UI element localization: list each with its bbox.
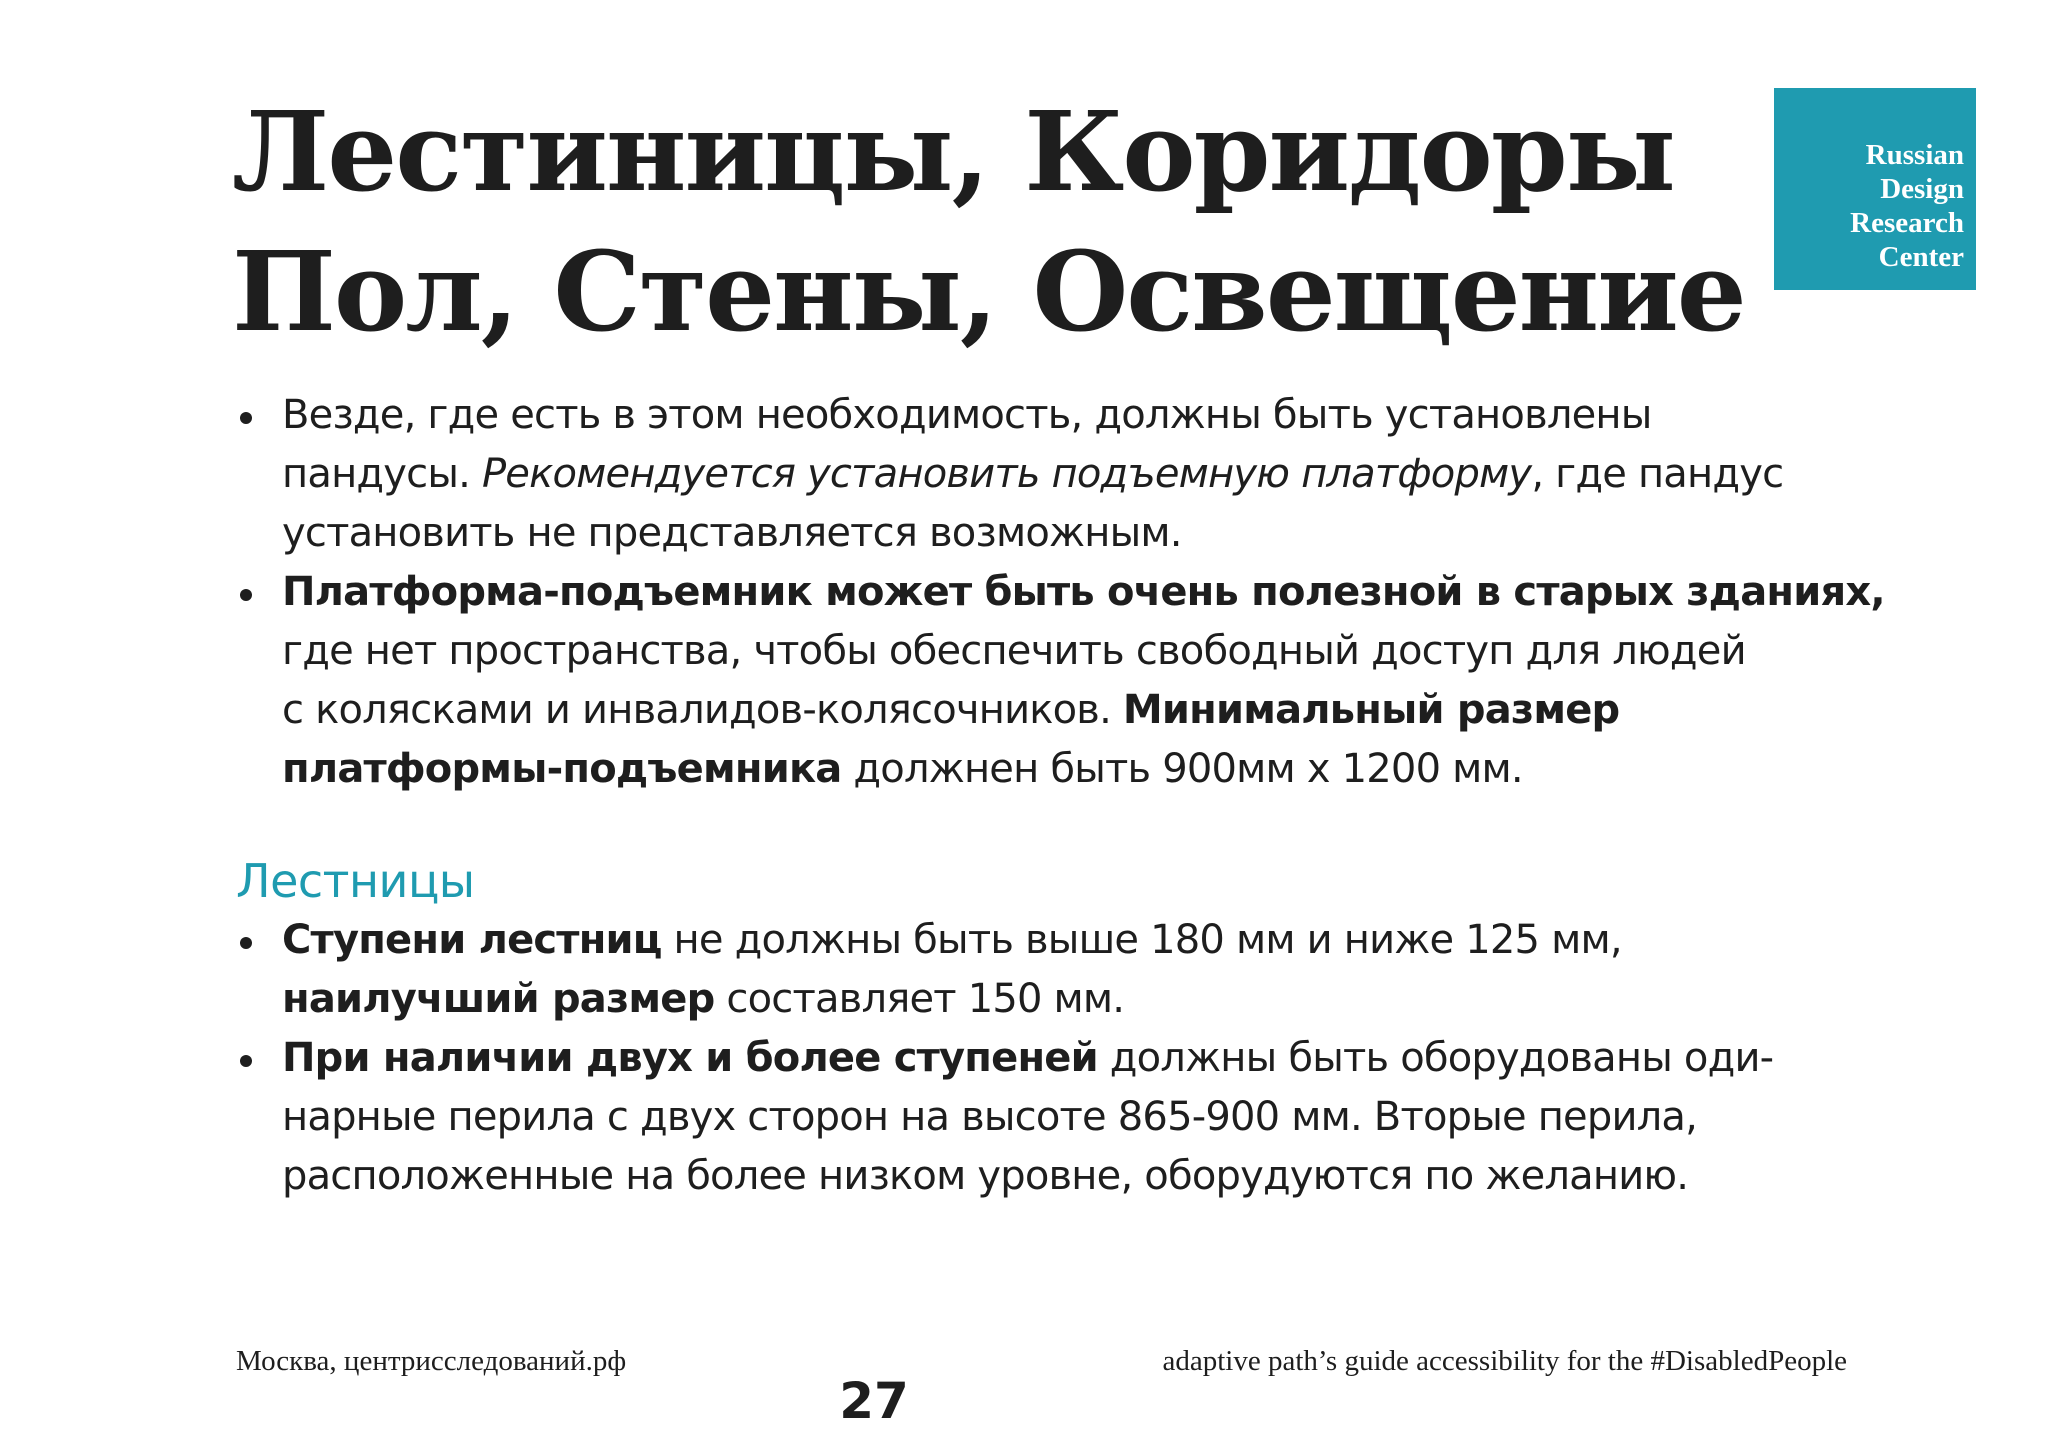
bullet-platform-line-3 (282, 681, 1856, 740)
main-content (236, 386, 1885, 1206)
logo-line-4: Center (1878, 241, 1964, 273)
steps-bold: Ступени лестниц (282, 917, 662, 963)
page-title-line-1: Лестиницы, Коридоры (232, 87, 1675, 216)
page-number: 27 (839, 1372, 909, 1430)
stairs-bullet-list (236, 911, 1856, 1206)
bullet-steps-line-1 (282, 911, 1856, 970)
ramps-text: пандусы. (282, 451, 482, 497)
bullet-ramps-line-2 (282, 445, 1856, 504)
page-title-line-2: Пол, Стены, Освещение (232, 227, 1745, 356)
wheelchair-text: с колясками и инвалидов-колясочников. (282, 687, 1123, 733)
bullet-steps-line-2 (282, 970, 1856, 1029)
bullet-ramps (236, 386, 1856, 563)
page-title (232, 82, 1745, 362)
lift-recommendation-italic: Рекомендуется установить подъемную платформу (481, 451, 1532, 497)
bullet-platform-line-4 (282, 740, 1856, 799)
best-size-text: составляет 150 мм. (714, 976, 1125, 1022)
platform-size-text: должнен быть 900мм х 1200 мм. (841, 746, 1523, 792)
logo-line-2: Design (1880, 173, 1964, 205)
stairs-heading: Лестницы (236, 854, 475, 908)
platform-lift-bold: Платформа-подъемник может быть очень полезной в старых зданиях, (282, 569, 1885, 615)
rdrc-logo (1774, 88, 1976, 290)
two-steps-bold: При наличии двух и более ступеней (282, 1035, 1098, 1081)
min-size-bold: Минимальный размер (1122, 687, 1620, 733)
bullet-platform-line-1 (282, 563, 1885, 622)
bullet-handrails-line-3: расположенные на более низком уровне, оборудуются по желанию. (282, 1153, 1689, 1199)
ramps-text-tail: , где пандус (1531, 451, 1784, 497)
bullet-platform-line-2: где нет пространства, чтобы обеспечить свободный доступ для людей (282, 628, 1746, 674)
bullet-ramps-line-1: Везде, где есть в этом необходимость, должны быть установлены (282, 392, 1652, 438)
handrails-text: должны быть оборудованы оди- (1097, 1035, 1774, 1081)
logo-line-1: Russian (1865, 139, 1964, 171)
bullet-platform-lift (236, 563, 1885, 799)
footer-location: Москва, центриccледований.рф (236, 1345, 627, 1377)
logo-line-3: Research (1850, 207, 1964, 239)
bullet-ramps-line-3: установить не представляется возможным. (282, 510, 1182, 556)
bullet-step-height (236, 911, 1856, 1029)
intro-bullet-list (236, 386, 1885, 799)
bullet-handrails-line-1 (282, 1029, 1856, 1088)
footer-guide-title: adaptive path’s guide accessibility for the #DisabledPeople (1162, 1345, 1847, 1377)
bullet-handrails-line-2: нарные перила с двух сторон на высоте 865-900 мм. Вторые перила, (282, 1094, 1698, 1140)
steps-text: не должны быть выше 180 мм и ниже 125 мм, (661, 917, 1622, 963)
platform-size-bold: платформы-подъемника (282, 746, 842, 792)
best-size-bold: наилучший размер (282, 976, 715, 1022)
bullet-handrails (236, 1029, 1856, 1206)
